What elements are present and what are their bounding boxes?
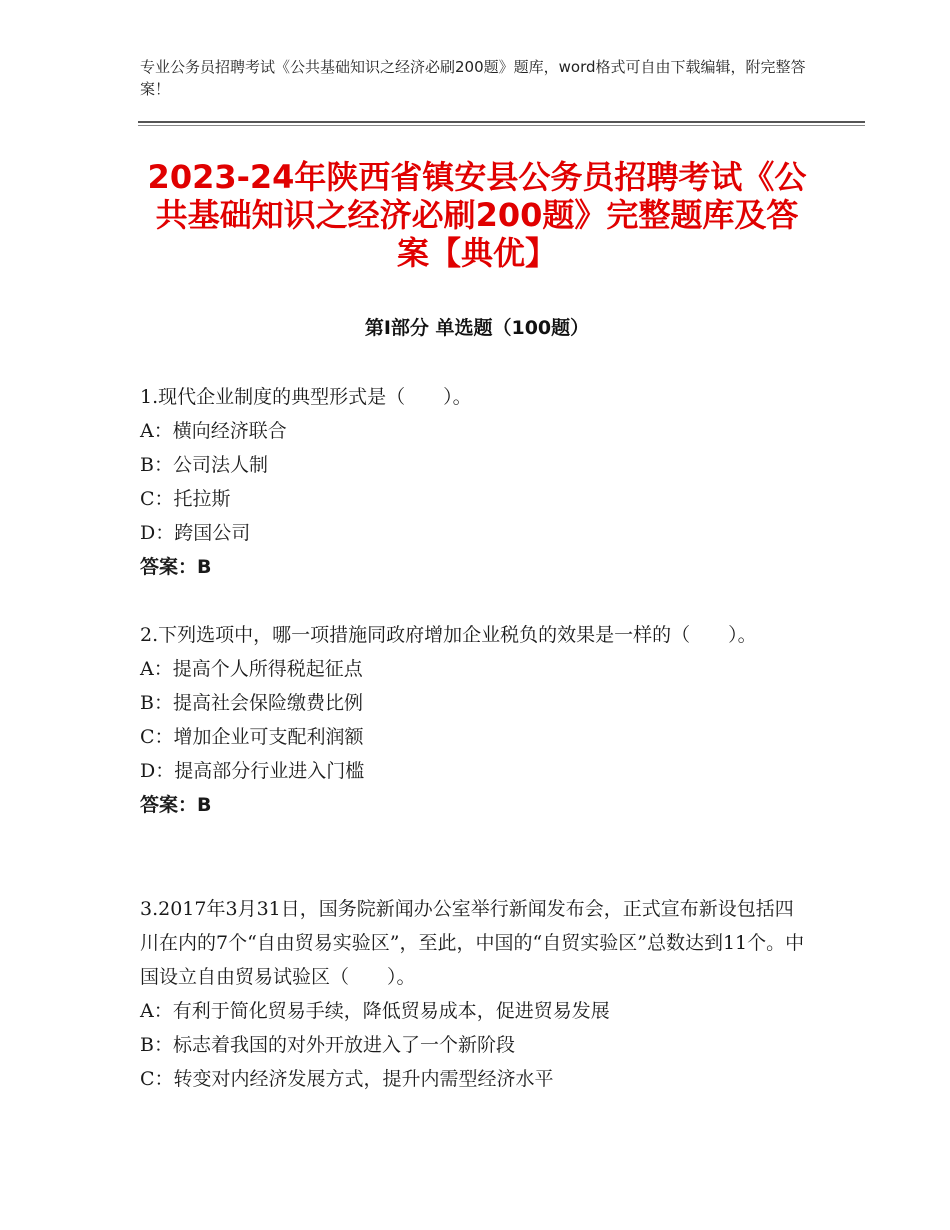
option-b: B：公司法人制 [140,454,268,476]
option-d: D：跨国公司 [140,522,251,544]
document-title: 2023-24年陕西省镇安县公务员招聘考试《公共基础知识之经济必刷200题》完整题库及答案【典优】 [147,158,807,272]
option-b: B：提高社会保险缴费比例 [140,692,363,714]
option-c: C：托拉斯 [140,488,231,510]
option-b: B：标志着我国的对外开放进入了一个新阶段 [140,1034,515,1056]
answer-line: 答案：B [140,794,212,816]
question-2 [140,618,808,822]
option-c: C：转变对内经济发展方式，提升内需型经济水平 [140,1068,554,1090]
question-1 [140,380,808,584]
header-note: 专业公务员招聘考试《公共基础知识之经济必刷200题》题库，word格式可自由下载编辑，附完整答案！ [140,58,806,98]
header-divider-thick [138,121,865,123]
option-d: D：提高部分行业进入门槛 [140,760,365,782]
option-c: C：增加企业可支配利润额 [140,726,364,748]
question-stem: 1.现代企业制度的典型形式是（ ）。 [140,386,472,408]
question-stem: 2.下列选项中，哪一项措施同政府增加企业税负的效果是一样的（ ）。 [140,624,757,646]
answer-line: 答案：B [140,556,212,578]
option-a: A：有利于简化贸易手续，降低贸易成本，促进贸易发展 [140,1000,610,1022]
question-stem: 3.2017年3月31日，国务院新闻办公室举行新闻发布会，正式宣布新设包括四川在内的7个“自由贸易实验区”，至此，中国的“自贸实验区”总数达到11个。中国设立自由贸易试验区（ ）。 [140,898,805,988]
option-a: A：提高个人所得税起征点 [140,658,363,680]
option-a: A：横向经济联合 [140,420,287,442]
section-heading: 第Ⅰ部分 单选题（100题） [364,317,590,339]
question-3 [140,892,808,1096]
header-divider-thin [138,125,865,126]
